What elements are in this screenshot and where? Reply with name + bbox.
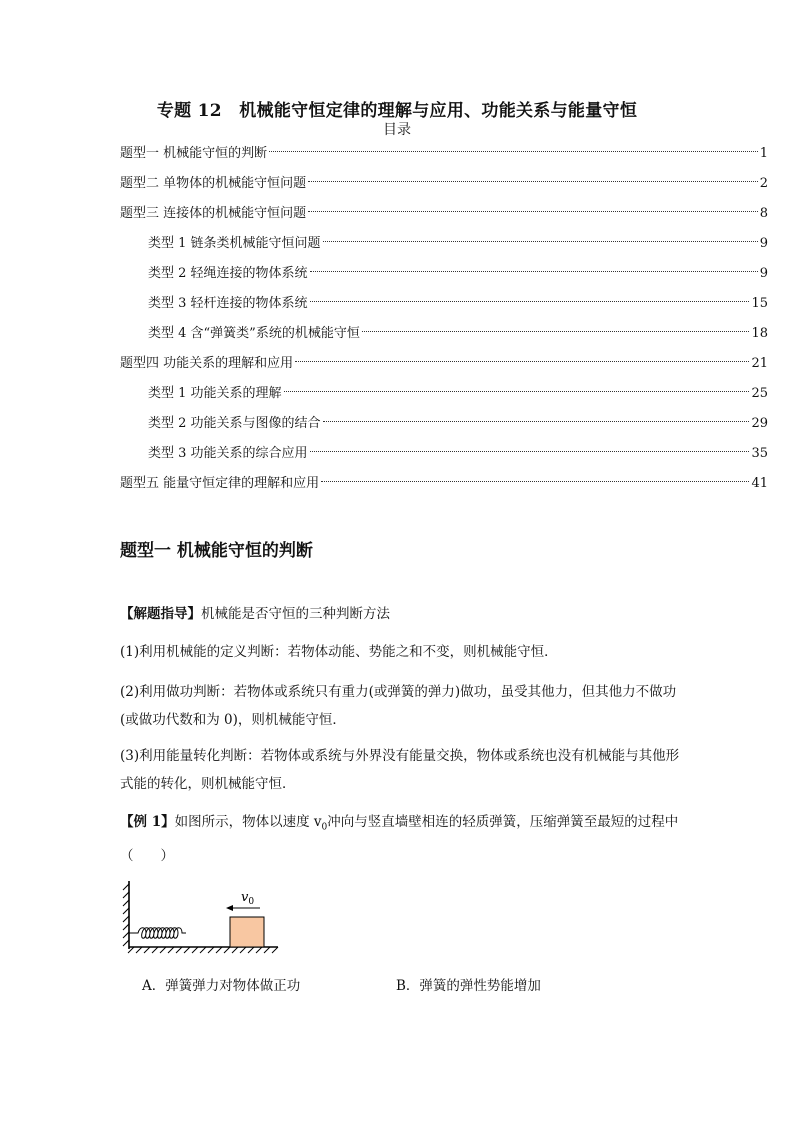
velocity-arrow-head xyxy=(226,905,233,911)
toc-leader-dots xyxy=(362,331,750,332)
toc-entry[interactable] xyxy=(120,169,768,199)
toc-leader-dots xyxy=(269,151,758,152)
toc-entry-label: 题型三 连接体的机械能守恒问题 xyxy=(120,206,307,221)
toc-entry-page: 2 xyxy=(759,176,768,191)
toc-leader-dots xyxy=(284,391,750,392)
toc-entry-label: 题型五 能量守恒定律的理解和应用 xyxy=(120,476,320,491)
toc-entry-page: 1 xyxy=(759,146,768,161)
toc-entry[interactable] xyxy=(120,139,768,169)
velocity-label xyxy=(241,890,254,907)
method-1: (1)利用机械能的定义判断：若物体动能、势能之和不变，则机械能守恒． xyxy=(120,644,558,660)
guide-paragraph xyxy=(120,602,680,627)
toc-leader-dots xyxy=(321,481,749,482)
toc-entry-page: 29 xyxy=(751,416,768,431)
toc-entry[interactable] xyxy=(120,379,768,409)
option-a[interactable]: A．弹簧弹力对物体做正功 xyxy=(142,978,301,994)
toc-entry-label: 类型 2 功能关系与图像的结合 xyxy=(148,416,321,431)
example-tag: 【例 1】 xyxy=(120,814,175,830)
spring-coil xyxy=(129,928,186,939)
wall-hatching xyxy=(123,884,129,946)
toc-entry-label: 类型 3 功能关系的综合应用 xyxy=(148,446,308,461)
method-3: (3)利用能量转化判断：若物体或系统与外界没有能量交换，物体或系统也没有机械能与其他形式能的转化，则机械能守恒． xyxy=(120,748,680,792)
toc-entry[interactable] xyxy=(120,409,768,439)
toc-leader-dots xyxy=(323,241,758,242)
toc-leader-dots xyxy=(308,211,758,212)
table-of-contents xyxy=(120,139,768,499)
toc-entry-page: 21 xyxy=(751,356,768,371)
spring-block-figure xyxy=(120,876,290,956)
toc-heading: 目录 xyxy=(383,122,411,138)
section-title: 题型一 机械能守恒的判断 xyxy=(120,541,313,561)
toc-entry-page: 15 xyxy=(751,296,768,311)
toc-entry-label: 类型 3 轻杆连接的物体系统 xyxy=(148,296,308,311)
toc-entry[interactable] xyxy=(120,349,768,379)
toc-entry[interactable] xyxy=(120,259,768,289)
toc-entry-page: 8 xyxy=(759,206,768,221)
toc-leader-dots xyxy=(310,301,750,302)
toc-entry-page: 9 xyxy=(759,236,768,251)
toc-entry[interactable] xyxy=(120,319,768,349)
toc-entry-page: 9 xyxy=(759,266,768,281)
floor-hatching xyxy=(128,947,278,953)
toc-entry-label: 类型 2 轻绳连接的物体系统 xyxy=(148,266,308,281)
toc-entry-page: 25 xyxy=(751,386,768,401)
toc-entry-label: 类型 1 链条类机械能守恒问题 xyxy=(148,236,321,251)
example-1 xyxy=(120,808,680,870)
toc-entry-page: 41 xyxy=(751,476,768,491)
toc-entry-label: 题型四 功能关系的理解和应用 xyxy=(120,356,294,371)
toc-entry-page: 18 xyxy=(751,326,768,341)
toc-entry-label: 题型二 单物体的机械能守恒问题 xyxy=(120,176,307,191)
method-2: (2)利用做功判断：若物体或系统只有重力(或弹簧的弹力)做功，虽受其他力，但其他力不做功(或做功代数和为 0)，则机械能守恒． xyxy=(120,684,677,728)
option-b[interactable]: B．弹簧的弹性势能增加 xyxy=(396,978,541,994)
toc-entry[interactable] xyxy=(120,199,768,229)
guide-text: 机械能是否守恒的三种判断方法 xyxy=(201,606,390,622)
velocity-label-v: v xyxy=(241,890,249,905)
page-title: 专题 12 机械能守恒定律的理解与应用、功能关系与能量守恒 xyxy=(156,101,638,121)
guide-tag: 【解题指导】 xyxy=(120,606,201,622)
example-text-b: 冲向与竖直墙壁相连的轻质弹簧，压缩弹簧至最短的过程中（ ） xyxy=(120,814,679,864)
toc-leader-dots xyxy=(308,181,758,182)
toc-leader-dots xyxy=(310,271,758,272)
toc-entry-label: 类型 1 功能关系的理解 xyxy=(148,386,282,401)
velocity-label-sub: 0 xyxy=(248,897,255,907)
example-text-a: 如图所示，物体以速度 v xyxy=(174,814,322,830)
toc-entry[interactable] xyxy=(120,439,768,469)
toc-entry-label: 类型 4 含“弹簧类”系统的机械能守恒 xyxy=(148,326,360,341)
toc-entry[interactable] xyxy=(120,289,768,319)
toc-entry[interactable] xyxy=(120,229,768,259)
example-subscript: 0 xyxy=(321,822,328,833)
toc-entry[interactable] xyxy=(120,469,768,499)
toc-leader-dots xyxy=(323,421,750,422)
toc-entry-label: 题型一 机械能守恒的判断 xyxy=(120,146,268,161)
toc-entry-page: 35 xyxy=(751,446,768,461)
toc-leader-dots xyxy=(295,361,749,362)
toc-leader-dots xyxy=(310,451,750,452)
block xyxy=(230,917,264,947)
